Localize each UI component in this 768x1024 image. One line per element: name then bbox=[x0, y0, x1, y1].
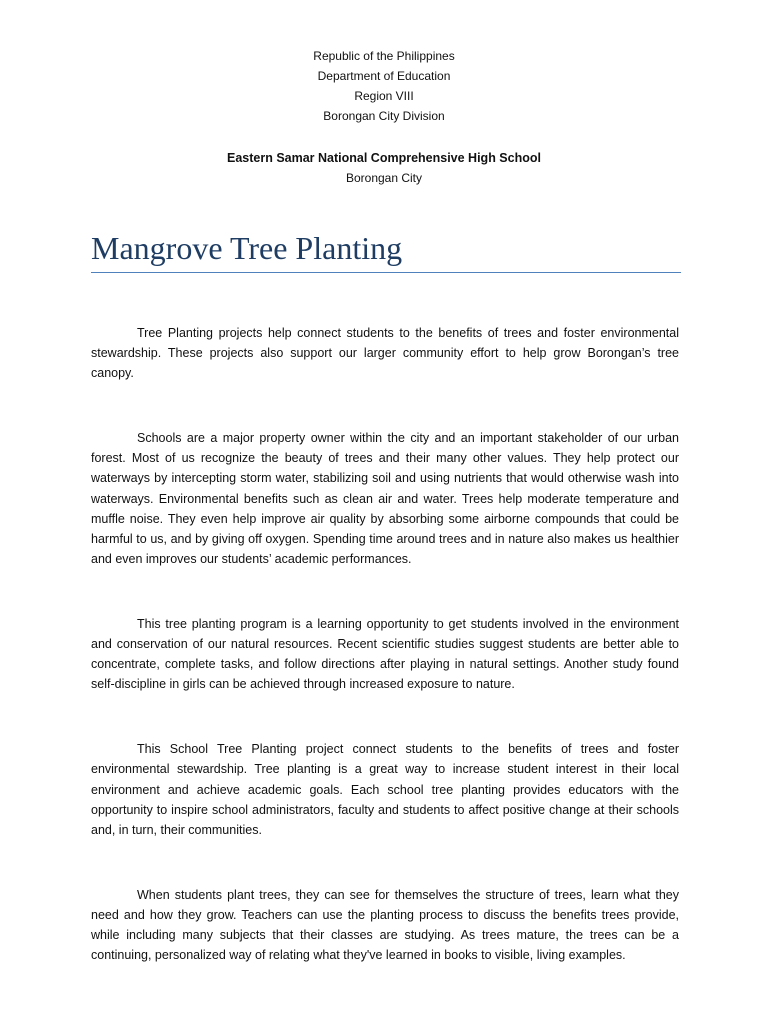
document-body bbox=[91, 323, 679, 1010]
paragraph-5: When students plant trees, they can see for themselves the structure of trees, learn what they need and how they grow. Teachers can use the planting process to discuss the benefits trees provide, while including many subjects that their classes are studying. As trees mature, the trees can be a continuing, personalized way of relating what they've learned in books to visible, living examples. bbox=[91, 887, 679, 963]
paragraph-3: This tree planting program is a learning opportunity to get students involved in the environment and conservation of our natural resources. Recent scientific studies suggest students are better able to concentrate, complete tasks, and follow directions after playing in natural settings. Another study found self-discipline in girls can be achieved through increased exposure to nature. bbox=[91, 616, 679, 692]
paragraph-2: Schools are a major property owner within the city and an important stakeholder of our urban forest. Most of us recognize the beauty of trees and their many other values. They help protect our waterways by intercepting storm water, stabilizing soil and using nutrients that would otherwise wash into waterways. Environmental benefits such as clean air and water. Trees help moderate temperature and muffle noise. They even help improve air quality by absorbing some airborne compounds that could be harmful to us, and by giving off oxygen. Spending time around trees and in nature also makes us healthier and even improves our students’ academic performances. bbox=[91, 431, 679, 566]
paragraph-1: Tree Planting projects help connect students to the benefits of trees and foster environmental stewardship. These projects also support our larger community effort to help grow Borongan’s tree canopy. bbox=[91, 326, 679, 381]
letterhead-department: Department of Education bbox=[317, 69, 451, 83]
title-underline bbox=[91, 272, 681, 273]
school-name: Eastern Samar National Comprehensive High School bbox=[227, 151, 541, 165]
school-block bbox=[0, 148, 768, 188]
letterhead-division: Borongan City Division bbox=[323, 109, 445, 123]
letterhead-country: Republic of the Philippines bbox=[313, 49, 455, 63]
letterhead-region: Region VIII bbox=[354, 89, 414, 103]
letterhead bbox=[0, 46, 768, 188]
school-city: Borongan City bbox=[345, 171, 423, 185]
document-title: Mangrove Tree Planting bbox=[91, 230, 403, 266]
paragraph-4: This School Tree Planting project connect students to the benefits of trees and foster environmental stewardship. Tree planting is a great way to increase student interest in their local environment and achieve academic goals. Each school tree planting provides educators with the opportunity to inspire school administrators, faculty and students to affect positive change at their schools and, in turn, their communities. bbox=[91, 742, 679, 837]
